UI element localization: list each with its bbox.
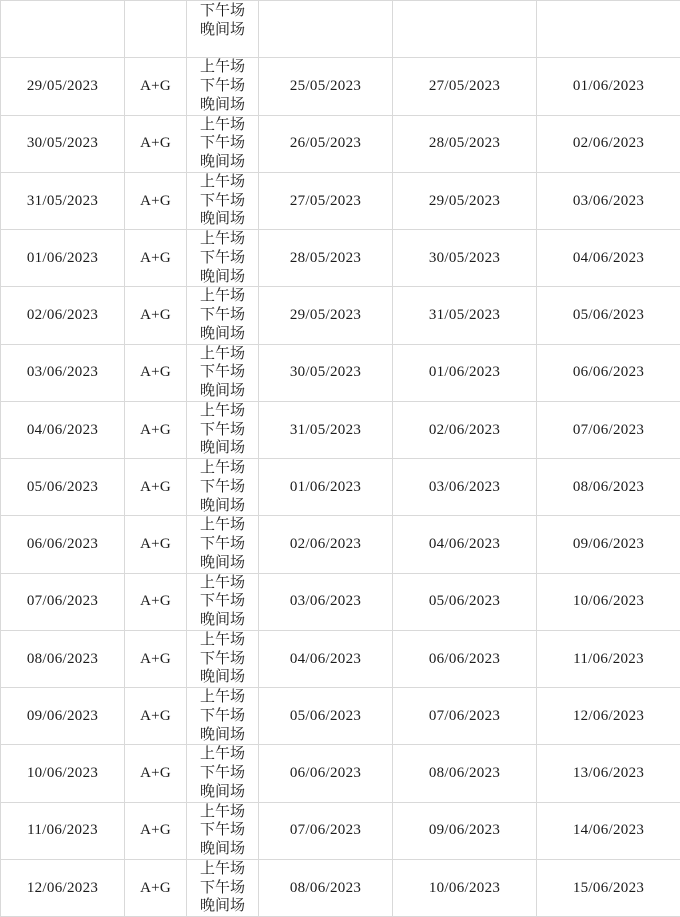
cell-date-one: 05/06/2023 <box>259 688 393 745</box>
cell-date-three: 14/06/2023 <box>537 802 680 859</box>
cell-date-three <box>537 1 680 58</box>
schedule-table-body <box>1 1 680 917</box>
cell-date-three: 04/06/2023 <box>537 230 680 287</box>
cell-date-two: 09/06/2023 <box>393 802 537 859</box>
cell-session-code: A+G <box>125 516 187 573</box>
cell-date-one: 04/06/2023 <box>259 630 393 687</box>
cell-session-code: A+G <box>125 58 187 115</box>
cell-date-three: 10/06/2023 <box>537 573 680 630</box>
table-row <box>1 115 680 172</box>
cell-date-three: 01/06/2023 <box>537 58 680 115</box>
table-row <box>1 401 680 458</box>
cell-date-two: 07/06/2023 <box>393 688 537 745</box>
cell-session-list <box>187 516 259 573</box>
cell-performance-date: 06/06/2023 <box>1 516 125 573</box>
session-label: 下午场 <box>187 249 258 268</box>
cell-session-list <box>187 688 259 745</box>
cell-performance-date: 08/06/2023 <box>1 630 125 687</box>
cell-date-one: 26/05/2023 <box>259 115 393 172</box>
table-row <box>1 287 680 344</box>
cell-session-code: A+G <box>125 230 187 287</box>
cell-date-two: 01/06/2023 <box>393 344 537 401</box>
cell-session-code: A+G <box>125 401 187 458</box>
cell-session-list <box>187 344 259 401</box>
cell-date-one: 30/05/2023 <box>259 344 393 401</box>
cell-performance-date: 05/06/2023 <box>1 459 125 516</box>
cell-date-three: 12/06/2023 <box>537 688 680 745</box>
session-label: 上午场 <box>187 58 258 77</box>
cell-session-code: A+G <box>125 115 187 172</box>
session-label: 下午场 <box>187 306 258 325</box>
cell-session-list <box>187 230 259 287</box>
cell-date-two: 03/06/2023 <box>393 459 537 516</box>
session-label: 下午场 <box>187 134 258 153</box>
session-label: 晚间场 <box>187 611 258 630</box>
cell-date-two: 31/05/2023 <box>393 287 537 344</box>
table-row <box>1 58 680 115</box>
cell-session-list <box>187 630 259 687</box>
session-label: 晚间场 <box>187 268 258 287</box>
cell-date-two: 06/06/2023 <box>393 630 537 687</box>
cell-session-code: A+G <box>125 630 187 687</box>
table-row <box>1 859 680 916</box>
cell-session-list <box>187 859 259 916</box>
cell-performance-date: 02/06/2023 <box>1 287 125 344</box>
session-label: 晚间场 <box>187 668 258 687</box>
session-label: 下午场 <box>187 535 258 554</box>
session-label: 下午场 <box>187 650 258 669</box>
session-label: 晚间场 <box>187 840 258 859</box>
session-label: 晚间场 <box>187 497 258 516</box>
cell-session-code: A+G <box>125 172 187 229</box>
cell-date-one: 06/06/2023 <box>259 745 393 802</box>
session-label: 下午场 <box>187 764 258 783</box>
session-label: 上午场 <box>187 402 258 421</box>
cell-session-code <box>125 1 187 58</box>
cell-date-two: 02/06/2023 <box>393 401 537 458</box>
session-label: 上午场 <box>187 631 258 650</box>
session-label: 下午场 <box>187 77 258 96</box>
cell-date-one: 27/05/2023 <box>259 172 393 229</box>
table-row <box>1 459 680 516</box>
session-label: 晚间场 <box>187 21 258 40</box>
cell-date-three: 11/06/2023 <box>537 630 680 687</box>
cell-date-two: 10/06/2023 <box>393 859 537 916</box>
cell-performance-date: 30/05/2023 <box>1 115 125 172</box>
cell-date-three: 02/06/2023 <box>537 115 680 172</box>
cell-date-one: 08/06/2023 <box>259 859 393 916</box>
cell-session-list <box>187 115 259 172</box>
cell-date-two: 29/05/2023 <box>393 172 537 229</box>
session-label: 下午场 <box>187 821 258 840</box>
cell-date-three: 15/06/2023 <box>537 859 680 916</box>
session-label: 晚间场 <box>187 325 258 344</box>
cell-date-one: 03/06/2023 <box>259 573 393 630</box>
cell-performance-date: 01/06/2023 <box>1 230 125 287</box>
cell-session-list <box>187 58 259 115</box>
cell-performance-date: 04/06/2023 <box>1 401 125 458</box>
cell-date-one: 28/05/2023 <box>259 230 393 287</box>
cell-session-list <box>187 287 259 344</box>
session-label: 下午场 <box>187 363 258 382</box>
table-row <box>1 630 680 687</box>
cell-session-list <box>187 172 259 229</box>
table-row <box>1 172 680 229</box>
session-label: 晚间场 <box>187 382 258 401</box>
cell-performance-date: 09/06/2023 <box>1 688 125 745</box>
table-row <box>1 573 680 630</box>
session-label: 晚间场 <box>187 210 258 229</box>
cell-date-three: 09/06/2023 <box>537 516 680 573</box>
cell-performance-date: 07/06/2023 <box>1 573 125 630</box>
session-label: 上午场 <box>187 860 258 879</box>
cell-date-three: 05/06/2023 <box>537 287 680 344</box>
table-row <box>1 230 680 287</box>
cell-date-three: 06/06/2023 <box>537 344 680 401</box>
session-label: 上午场 <box>187 516 258 535</box>
table-row <box>1 688 680 745</box>
cell-session-list <box>187 745 259 802</box>
cell-session-list <box>187 573 259 630</box>
cell-date-three: 07/06/2023 <box>537 401 680 458</box>
cell-date-two <box>393 1 537 58</box>
session-label: 晚间场 <box>187 153 258 172</box>
cell-performance-date: 12/06/2023 <box>1 859 125 916</box>
session-label: 下午场 <box>187 707 258 726</box>
session-label: 下午场 <box>187 478 258 497</box>
cell-session-code: A+G <box>125 859 187 916</box>
session-label: 上午场 <box>187 173 258 192</box>
cell-session-list <box>187 401 259 458</box>
session-label: 上午场 <box>187 345 258 364</box>
session-label: 晚间场 <box>187 439 258 458</box>
table-row <box>1 516 680 573</box>
session-label: 晚间场 <box>187 96 258 115</box>
session-label: 晚间场 <box>187 726 258 745</box>
session-label: 上午场 <box>187 803 258 822</box>
cell-date-one: 07/06/2023 <box>259 802 393 859</box>
cell-performance-date: 29/05/2023 <box>1 58 125 115</box>
cell-performance-date: 31/05/2023 <box>1 172 125 229</box>
cell-date-two: 28/05/2023 <box>393 115 537 172</box>
session-label: 上午场 <box>187 116 258 135</box>
cell-session-list <box>187 0 259 40</box>
cell-session-code: A+G <box>125 287 187 344</box>
session-label: 晚间场 <box>187 554 258 573</box>
cell-date-one: 25/05/2023 <box>259 58 393 115</box>
session-label: 下午场 <box>187 879 258 898</box>
session-label: 晚间场 <box>187 897 258 916</box>
session-label: 下午场 <box>187 421 258 440</box>
cell-session-code: A+G <box>125 688 187 745</box>
cell-session-code: A+G <box>125 745 187 802</box>
session-label: 上午场 <box>187 287 258 306</box>
cell-date-three: 03/06/2023 <box>537 172 680 229</box>
cell-session-code: A+G <box>125 344 187 401</box>
cell-session-code: A+G <box>125 802 187 859</box>
cell-performance-date: 03/06/2023 <box>1 344 125 401</box>
session-label: 上午场 <box>187 574 258 593</box>
session-label: 上午场 <box>187 745 258 764</box>
table-row <box>1 1 680 58</box>
cell-date-one: 01/06/2023 <box>259 459 393 516</box>
session-label: 晚间场 <box>187 783 258 802</box>
cell-date-two: 27/05/2023 <box>393 58 537 115</box>
cell-date-one <box>259 1 393 58</box>
cell-date-two: 08/06/2023 <box>393 745 537 802</box>
cell-date-one: 29/05/2023 <box>259 287 393 344</box>
cell-performance-date <box>1 1 125 58</box>
session-label: 下午场 <box>187 192 258 211</box>
session-label: 下午场 <box>187 592 258 611</box>
session-label: 上午场 <box>187 459 258 478</box>
cell-date-two: 05/06/2023 <box>393 573 537 630</box>
cell-session-list <box>187 459 259 516</box>
cell-date-three: 13/06/2023 <box>537 745 680 802</box>
session-label: 上午场 <box>187 230 258 249</box>
session-label: 下午场 <box>187 2 258 21</box>
cell-performance-date: 10/06/2023 <box>1 745 125 802</box>
cell-date-two: 30/05/2023 <box>393 230 537 287</box>
table-row <box>1 344 680 401</box>
cell-performance-date: 11/06/2023 <box>1 802 125 859</box>
cell-date-two: 04/06/2023 <box>393 516 537 573</box>
session-label: 上午场 <box>187 688 258 707</box>
cell-session-code: A+G <box>125 573 187 630</box>
cell-date-three: 08/06/2023 <box>537 459 680 516</box>
cell-date-one: 02/06/2023 <box>259 516 393 573</box>
table-row <box>1 745 680 802</box>
cell-session-code: A+G <box>125 459 187 516</box>
cell-date-one: 31/05/2023 <box>259 401 393 458</box>
